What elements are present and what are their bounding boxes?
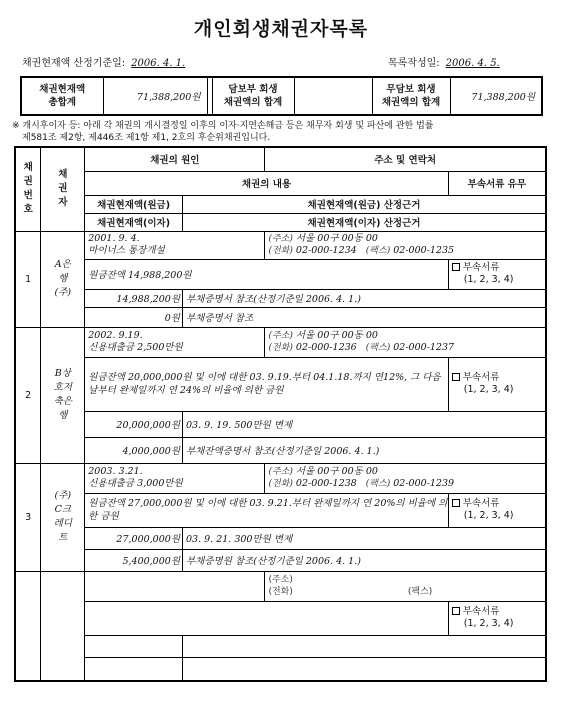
- entry-phone-text: 02-000-1238: [295, 478, 357, 489]
- attach-checkbox[interactable]: [452, 606, 545, 618]
- table-row: [15, 289, 546, 307]
- header-creditor-text: 채권자: [58, 169, 68, 209]
- address-prefix: (주소): [268, 234, 293, 244]
- entry-creditor-text: (주)C크레디트: [53, 490, 72, 543]
- table-row: [15, 231, 546, 259]
- fax-prefix: (팩스): [365, 479, 391, 489]
- total-label-line1: 채권현재액: [39, 84, 86, 95]
- table-row: [15, 259, 546, 289]
- entry-interest-basis: 부채증명서 참조: [183, 307, 547, 327]
- base-date-label: 채권현재액 산정기준일:: [22, 58, 126, 69]
- entry-principal-basis: 03. 9. 21. 300만원 변제: [183, 527, 547, 549]
- header-address: 주소 및 연락처: [265, 147, 546, 171]
- phone-prefix: (전화): [268, 246, 293, 256]
- secured-label-line1: 담보부 회생: [228, 84, 278, 95]
- table-row: [15, 307, 546, 327]
- entry-creditor-text: B상호저축은행: [53, 368, 72, 421]
- address-prefix: (주소): [268, 331, 293, 341]
- entry-phone-text: 02-000-1236: [295, 342, 357, 353]
- unsecured-label: [372, 77, 450, 115]
- entry-attach: [448, 259, 546, 289]
- attach-options: (1, 2, 3, 4): [463, 274, 514, 285]
- entry-fax-text: 02-000-1239: [393, 478, 455, 489]
- entry-no: [15, 571, 41, 681]
- entry-principal: 27,000,000원: [85, 527, 183, 549]
- entry-principal-basis: 부채증명서 참조(산정기준일 2006. 4. 1.): [183, 289, 547, 307]
- entry-address: [265, 571, 546, 601]
- entry-address-line: [268, 330, 545, 342]
- entry-no: 3: [15, 463, 41, 571]
- table-row: [15, 601, 546, 635]
- entry-cause: 2001. 9. 4. 마이너스 통장개설: [85, 231, 265, 259]
- address-prefix: (주소): [268, 575, 293, 585]
- entry-principal-basis: [183, 635, 547, 657]
- header-attach: 부속서류 유무: [448, 171, 546, 195]
- entry-no: 2: [15, 327, 41, 463]
- attach-checkbox[interactable]: [452, 372, 545, 384]
- entry-address-line: [268, 466, 545, 478]
- table-row: [15, 635, 546, 657]
- creditor-table: [14, 146, 547, 682]
- attach-checkbox[interactable]: [452, 262, 545, 274]
- table-row: [15, 657, 546, 681]
- checkbox-icon[interactable]: [452, 607, 460, 615]
- entry-principal: [85, 635, 183, 657]
- entry-cause: [85, 571, 265, 601]
- header-principal-basis: 채권현재액(원금) 산정근거: [183, 195, 547, 213]
- address-prefix: (주소): [268, 467, 293, 477]
- phone-prefix: (전화): [268, 343, 293, 353]
- header-interest: 채권현재액(이자): [85, 213, 183, 231]
- fax-prefix: (팩스): [365, 246, 391, 256]
- summary-table: [20, 76, 543, 116]
- attach-label: 부속서류: [462, 606, 500, 617]
- total-value: 71,388,200원: [103, 77, 207, 115]
- entry-creditor: [41, 327, 85, 463]
- header-principal: 채권현재액(원금): [85, 195, 183, 213]
- table-row: [15, 549, 546, 571]
- entry-attach: [448, 601, 546, 635]
- entry-phone-line: [268, 586, 545, 598]
- entry-creditor: [41, 231, 85, 327]
- table-row: [15, 327, 546, 357]
- total-label: [21, 77, 103, 115]
- entry-interest-basis: 부채증명원 참조(산정기준일 2006. 4. 1.): [183, 549, 547, 571]
- entry-attach: [448, 357, 546, 411]
- checkbox-icon[interactable]: [452, 499, 460, 507]
- unsecured-label-line1: 무담보 회생: [386, 84, 436, 95]
- table-row: [15, 437, 546, 463]
- base-date: [22, 54, 185, 69]
- entry-phone-text: 02-000-1234: [295, 245, 357, 256]
- entry-interest: 0원: [85, 307, 183, 327]
- table-row: [15, 527, 546, 549]
- table-row: [15, 357, 546, 411]
- made-date: [388, 54, 500, 69]
- checkbox-icon[interactable]: [452, 263, 460, 271]
- entry-address: [265, 463, 546, 493]
- entry-content: 원금잔액 27,000,000원 및 이에 대한 03. 9.21.부터 완제일까지 연 20%의 비율에 의한 금원: [85, 493, 448, 527]
- header-interest-basis: 채권현재액(이자) 산정근거: [183, 213, 547, 231]
- entry-phone-line: [268, 245, 545, 257]
- header-no: [15, 147, 41, 231]
- notice-line2: 제581조 제2항, 제446조 제1항 제1, 2호의 후순위채권입니다.: [22, 133, 271, 143]
- entry-creditor-text: A은행(주): [54, 259, 72, 298]
- header-creditor: [41, 147, 85, 231]
- fax-prefix: (팩스): [407, 587, 433, 597]
- attach-options: (1, 2, 3, 4): [463, 618, 514, 629]
- secured-value: [294, 77, 372, 115]
- fax-prefix: (팩스): [365, 343, 391, 353]
- header-content: 채권의 내용: [85, 171, 448, 195]
- entry-interest: 4,000,000원: [85, 437, 183, 463]
- made-date-label: 목록작성일:: [388, 58, 440, 69]
- entry-cause: 2003. 3.21. 신용대출금 3,000만원: [85, 463, 265, 493]
- table-row: [15, 493, 546, 527]
- checkbox-icon[interactable]: [452, 373, 460, 381]
- entry-phone-line: [268, 478, 545, 490]
- phone-prefix: (전화): [268, 479, 293, 489]
- entry-interest: [85, 657, 183, 681]
- entry-no: 1: [15, 231, 41, 327]
- made-date-value: 2006. 4. 5.: [445, 58, 500, 69]
- table-row: [15, 571, 546, 601]
- header-cause: 채권의 원인: [85, 147, 265, 171]
- entry-address-text: 서울 00구 00동 00: [295, 233, 378, 244]
- table-row: [15, 463, 546, 493]
- attach-label: 부속서류: [462, 372, 500, 383]
- attach-options: (1, 2, 3, 4): [463, 384, 514, 395]
- entry-creditor: [41, 571, 85, 681]
- unsecured-label-line2: 채권액의 합계: [381, 97, 441, 108]
- entry-address-text: 서울 00구 00동 00: [295, 330, 378, 341]
- entry-phone-line: [268, 342, 545, 354]
- attach-checkbox[interactable]: [452, 498, 545, 510]
- entry-content: [85, 601, 448, 635]
- entry-principal-basis: 03. 9. 19. 500만원 변제: [183, 411, 547, 437]
- entry-address: [265, 231, 546, 259]
- entry-principal: 20,000,000원: [85, 411, 183, 437]
- entry-cause: 2002. 9.19. 신용대출금 2,500만원: [85, 327, 265, 357]
- header-no-text: 채권번호: [23, 162, 33, 216]
- entry-content: 원금잔액 14,988,200원: [85, 259, 448, 289]
- phone-prefix: (전화): [268, 587, 293, 597]
- entry-interest-basis: 부채잔액증명서 참조(산정기준일 2006. 4. 1.): [183, 437, 547, 463]
- entry-interest: 5,400,000원: [85, 549, 183, 571]
- total-label-line2: 총합계: [48, 97, 77, 108]
- unsecured-value: 71,388,200원: [450, 77, 542, 115]
- entry-interest-basis: [183, 657, 547, 681]
- secured-label: [212, 77, 294, 115]
- attach-label: 부속서류: [462, 498, 500, 509]
- entry-address-line: [268, 233, 545, 245]
- base-date-value: 2006. 4. 1.: [131, 58, 186, 69]
- entry-address-text: 서울 00구 00동 00: [295, 466, 378, 477]
- entry-principal: 14,988,200원: [85, 289, 183, 307]
- entry-fax-text: 02-000-1237: [393, 342, 455, 353]
- notice: [12, 120, 552, 144]
- entry-address: [265, 327, 546, 357]
- table-row: [15, 411, 546, 437]
- document-title: 개인회생채권자목록: [193, 18, 369, 40]
- secured-label-line2: 채권액의 합계: [223, 97, 283, 108]
- entry-attach: [448, 493, 546, 527]
- notice-line1: ※ 개시후이자 등: 아래 각 채권의 개시결정일 이후의 이자·지연손해금 등은 채무자 회생 및 파산에 관한 법률: [12, 121, 434, 131]
- entry-content: 원금잔액 20,000,000원 및 이에 대한 03. 9.19.부터 04.1.18.까지 연12%, 그 다음날부터 완제일까지 연 24%의 비율에 의한 금원: [85, 357, 448, 411]
- entry-creditor: [41, 463, 85, 571]
- attach-options: (1, 2, 3, 4): [463, 510, 514, 521]
- entry-fax-text: 02-000-1235: [393, 245, 455, 256]
- attach-label: 부속서류: [462, 262, 500, 273]
